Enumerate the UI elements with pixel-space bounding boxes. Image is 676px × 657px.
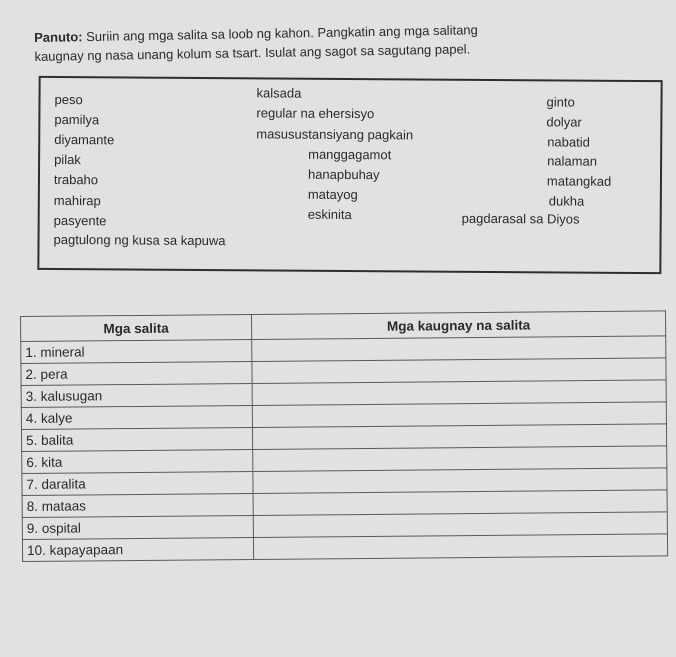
word: matangkad: [546, 173, 612, 189]
word: peso: [54, 91, 83, 108]
row-word: 4. kalye: [21, 405, 252, 429]
row-word: 6. kita: [22, 449, 253, 473]
word: ginto: [546, 94, 575, 110]
word: pamilya: [54, 111, 100, 128]
word: dolyar: [546, 114, 582, 130]
word: masusustansiyang pagkain: [256, 126, 414, 143]
row-word: 3. kalusugan: [21, 383, 252, 407]
word: kalsada: [256, 85, 302, 101]
word: diyamante: [54, 131, 115, 148]
word: hanapbuhay: [307, 166, 380, 183]
word: eskinita: [307, 206, 352, 223]
header-mga-salita: Mga salita: [21, 314, 252, 341]
instructions-text-2: kaugnay ng nasa unang kolum sa tsart. Isulat ang sagot sa sagutang papel.: [34, 41, 471, 64]
header-mga-kaugnay: Mga kaugnay na salita: [251, 311, 665, 340]
answer-cell[interactable]: [253, 534, 667, 560]
word: pagtulong ng kusa sa kapuwa: [53, 231, 226, 249]
word: pagdarasal sa Diyos: [461, 210, 580, 227]
instructions: [34, 18, 635, 66]
table-row: [22, 534, 667, 562]
word: nalaman: [547, 153, 598, 169]
word: dukha: [548, 193, 585, 209]
word-box: [37, 76, 662, 274]
word: mahirap: [53, 192, 101, 209]
word: regular na ehersisyo: [256, 105, 375, 122]
word: manggagamot: [308, 146, 392, 163]
row-word: 10. kapayapaan: [22, 537, 253, 561]
instructions-label: Panuto:: [34, 29, 83, 45]
word: pasyente: [53, 212, 107, 229]
row-word: 2. pera: [21, 361, 252, 385]
row-word: 7. daralita: [22, 471, 253, 495]
word: trabaho: [53, 171, 99, 188]
word: nabatid: [547, 134, 590, 150]
row-word: 8. mataas: [22, 493, 253, 517]
answer-table: [20, 310, 668, 562]
row-word: 1. mineral: [21, 339, 252, 363]
row-word: 5. balita: [21, 427, 252, 451]
word: matayog: [307, 186, 358, 203]
instructions-text-1: Suriin ang mga salita sa loob ng kahon. Pangkatin ang mga salitang: [82, 22, 478, 45]
row-word: 9. ospital: [22, 515, 253, 539]
word: pilak: [54, 151, 81, 168]
